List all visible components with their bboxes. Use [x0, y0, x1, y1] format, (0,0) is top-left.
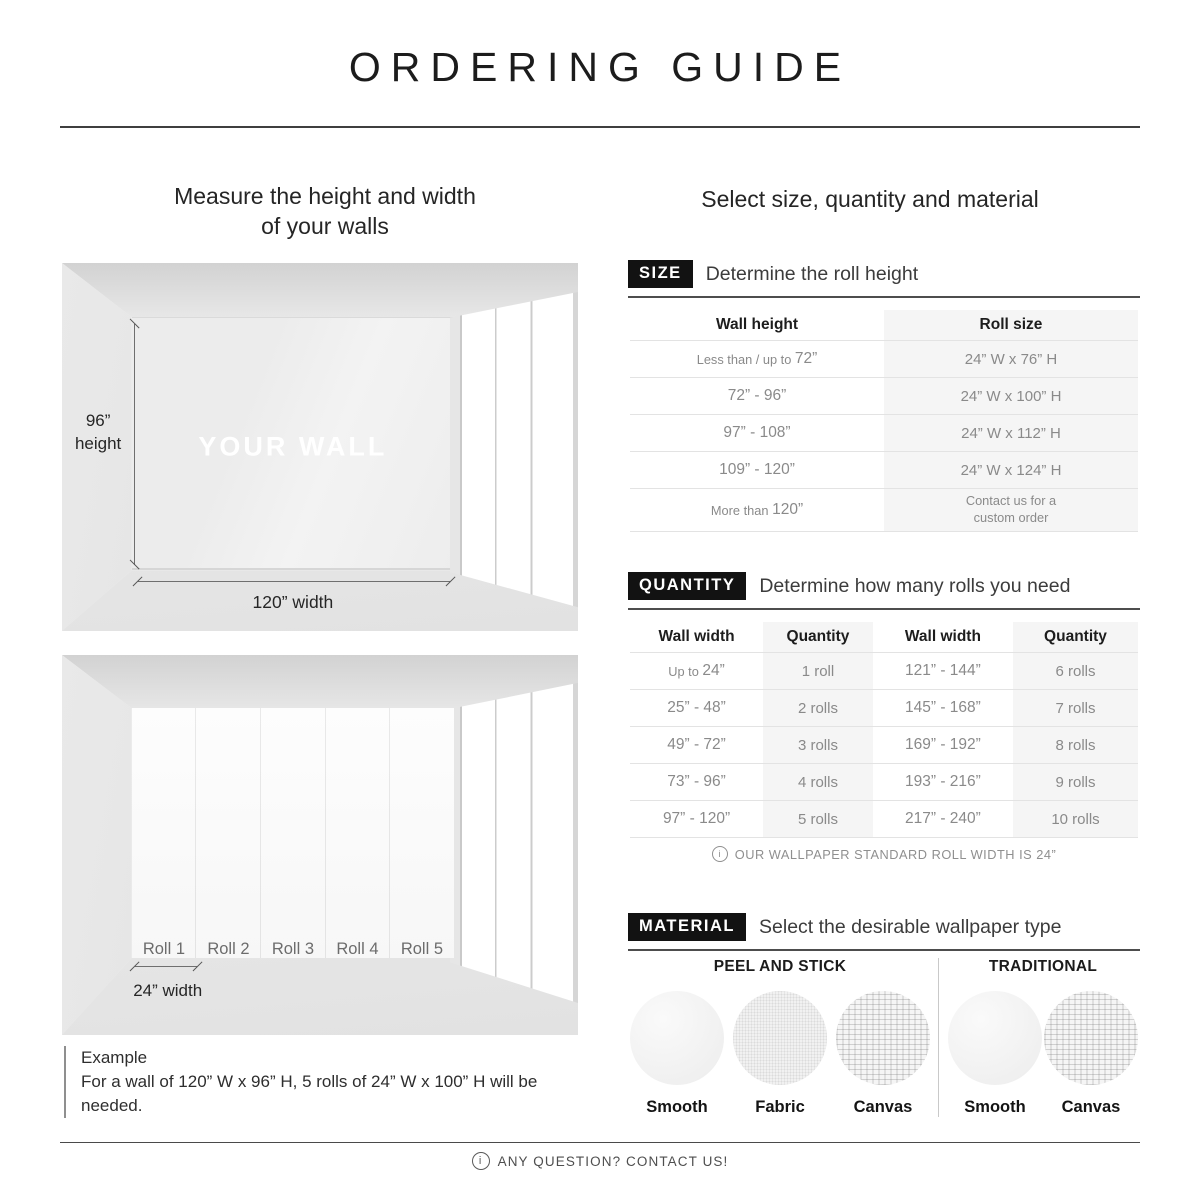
height-value: 96” — [85, 411, 111, 431]
size-section-header — [628, 260, 1140, 298]
size-cell-wall-height: Less than / up to 72” — [630, 340, 884, 377]
height-dimension-label — [67, 410, 129, 456]
qty-cell-quantity: 7 rolls — [1013, 689, 1138, 726]
canvas-texture-swatch — [836, 991, 930, 1085]
canvas-texture-swatch — [1044, 991, 1138, 1085]
material-group-title: TRADITIONAL — [988, 958, 1098, 975]
size-cell-wall-height: 97” - 108” — [630, 414, 884, 451]
swatch-row — [948, 991, 1138, 1117]
qty-cell-quantity: 9 rolls — [1013, 763, 1138, 800]
material-subtitle: Select the desirable wallpaper type — [759, 915, 1062, 938]
roll-width-dimension-label: 24” width — [133, 981, 203, 1001]
roll-label: Roll 4 — [336, 940, 379, 958]
qty-cell-wall-width: 193” - 216” — [873, 763, 1013, 800]
material-section-header — [628, 913, 1140, 951]
size-cell-roll-size: 24” W x 112” H — [884, 414, 1138, 451]
quantity-section-header — [628, 572, 1140, 610]
material-group-title: PEEL AND STICK — [713, 958, 847, 975]
qty-cell-quantity: 1 roll — [763, 652, 873, 689]
room-illustration-rolls — [62, 655, 578, 1035]
roll-label: Roll 3 — [271, 940, 314, 958]
roll-panel — [196, 708, 261, 958]
qty-cell-wall-width: 145” - 168” — [873, 689, 1013, 726]
roll-width-note — [630, 846, 1138, 862]
swatch-label: Fabric — [755, 1098, 805, 1116]
roll-panel — [390, 708, 454, 958]
qty-cell-wall-width: 73” - 96” — [630, 763, 763, 800]
swatch-item-canvas — [1044, 991, 1138, 1117]
qty-header-wall-width: Wall width — [904, 628, 981, 645]
measure-heading-line1: Measure the height and width — [174, 183, 476, 209]
size-cell-wall-height: More than 120” — [630, 488, 884, 531]
your-wall-label: YOUR WALL — [198, 431, 388, 462]
swatch-item-smooth — [948, 991, 1042, 1117]
qty-cell-quantity: 5 rolls — [763, 800, 873, 837]
qty-cell-quantity: 2 rolls — [763, 689, 873, 726]
size-header-wall-height: Wall height — [715, 316, 799, 333]
qty-cell-quantity: 4 rolls — [763, 763, 873, 800]
page-title: ORDERING GUIDE — [348, 44, 852, 90]
footer-contact-note — [0, 1152, 1200, 1170]
roll-label: Roll 5 — [400, 940, 443, 958]
qty-cell-quantity: 10 rolls — [1013, 800, 1138, 837]
select-heading: Select size, quantity and material — [701, 186, 1039, 212]
size-cell-roll-size: 24” W x 100” H — [884, 377, 1138, 414]
footer-text: ANY QUESTION? CONTACT US! — [497, 1153, 729, 1169]
roll-panel — [132, 708, 197, 958]
measure-heading-line2: of your walls — [261, 213, 389, 239]
measure-heading — [60, 181, 590, 241]
roll-note-text: OUR WALLPAPER STANDARD ROLL WIDTH IS 24” — [734, 846, 1057, 862]
height-word: height — [74, 434, 122, 454]
material-group-peel-and-stick — [630, 958, 938, 1117]
qty-cell-wall-width: 217” - 240” — [873, 800, 1013, 837]
qty-cell-quantity: 3 rolls — [763, 726, 873, 763]
material-options — [630, 958, 1138, 1117]
size-subtitle: Determine the roll height — [705, 262, 919, 285]
roll-panel — [261, 708, 326, 958]
size-cell-roll-size: 24” W x 76” H — [884, 340, 1138, 377]
roll-label: Roll 2 — [207, 940, 250, 958]
material-badge: MATERIAL — [628, 913, 746, 941]
footer-divider — [60, 1142, 1140, 1143]
roll-label: Roll 1 — [142, 940, 185, 958]
smooth-texture-swatch — [630, 991, 724, 1085]
swatch-row — [630, 991, 930, 1117]
size-cell-roll-size: Contact us for a custom order — [884, 488, 1138, 531]
qty-cell-quantity: 8 rolls — [1013, 726, 1138, 763]
size-table — [630, 310, 1138, 532]
info-icon: i — [712, 846, 728, 862]
swatch-item-canvas — [836, 991, 930, 1117]
quantity-subtitle: Determine how many rolls you need — [759, 574, 1071, 597]
swatch-label: Smooth — [646, 1098, 708, 1116]
width-dimension-line — [138, 581, 450, 582]
qty-cell-wall-width: Up to 24” — [630, 652, 763, 689]
qty-cell-wall-width: 121” - 144” — [873, 652, 1013, 689]
room-window — [450, 289, 578, 609]
fabric-texture-swatch — [733, 991, 827, 1085]
size-header-roll-size: Roll size — [884, 310, 1138, 340]
quantity-badge: QUANTITY — [628, 572, 746, 600]
room-illustration-measure — [62, 263, 578, 631]
swatch-item-fabric — [733, 991, 827, 1117]
width-dimension-label: 120” width — [252, 591, 334, 612]
swatch-item-smooth — [630, 991, 724, 1117]
qty-header-quantity: Quantity — [1013, 622, 1138, 652]
swatch-label: Canvas — [1061, 1098, 1121, 1116]
roll-width-dimension-line — [135, 966, 197, 967]
example-block — [64, 1046, 551, 1118]
smooth-texture-swatch — [948, 991, 1042, 1085]
wallpaper-roll-panels — [132, 708, 455, 958]
qty-cell-wall-width: 25” - 48” — [630, 689, 763, 726]
room-window — [450, 680, 578, 1005]
title-divider — [60, 126, 1140, 128]
qty-cell-quantity: 6 rolls — [1013, 652, 1138, 689]
size-cell-roll-size: 24” W x 124” H — [884, 451, 1138, 488]
material-group-traditional — [938, 958, 1138, 1117]
qty-cell-wall-width: 49” - 72” — [630, 726, 763, 763]
size-cell-wall-height: 72” - 96” — [630, 377, 884, 414]
example-title: Example — [81, 1048, 148, 1067]
size-cell-wall-height: 109” - 120” — [630, 451, 884, 488]
qty-header-quantity: Quantity — [763, 622, 873, 652]
qty-cell-wall-width: 97” - 120” — [630, 800, 763, 837]
example-body: For a wall of 120” W x 96” H, 5 rolls of 24” W x 100” H will be needed. — [81, 1072, 538, 1116]
qty-cell-wall-width: 169” - 192” — [873, 726, 1013, 763]
swatch-label: Smooth — [964, 1098, 1026, 1116]
qty-header-wall-width: Wall width — [658, 628, 735, 645]
info-icon: i — [472, 1152, 490, 1170]
size-badge: SIZE — [628, 260, 693, 288]
swatch-label: Canvas — [853, 1098, 913, 1116]
height-dimension-line — [134, 324, 135, 565]
quantity-table — [630, 622, 1138, 838]
roll-labels — [132, 940, 455, 959]
roll-panel — [326, 708, 391, 958]
